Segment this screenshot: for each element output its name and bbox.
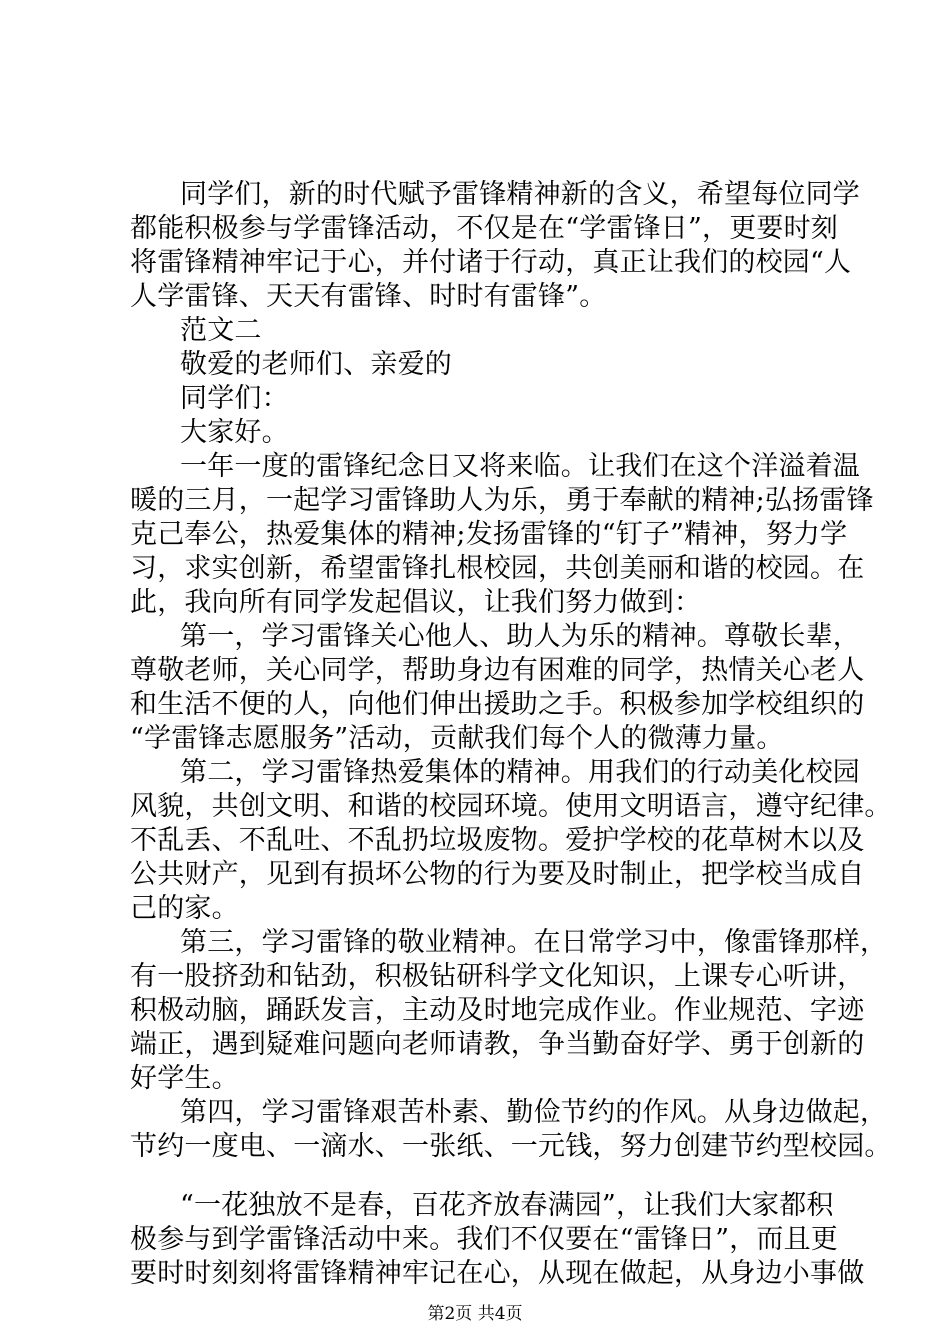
body-line: 公共财产，见到有损坏公物的行为要及时制止，把学校当成自	[130, 859, 865, 890]
body-line: 好学生。	[130, 1063, 239, 1094]
body-line: 第一，学习雷锋关心他人、助人为乐的精神。尊敬长辈，	[180, 621, 860, 652]
body-line: 同学们，新的时代赋予雷锋精神新的含义，希望每位同学	[180, 179, 860, 210]
body-line: 将雷锋精神牢记于心，并付诸于行动，真正让我们的校园“人	[130, 247, 852, 278]
page-footer: 第2页 共4页	[427, 1304, 523, 1324]
body-line: 第三，学习雷锋的敬业精神。在日常学习中，像雷锋那样，	[180, 927, 888, 958]
body-line: 第二，学习雷锋热爱集体的精神。用我们的行动美化校园	[180, 757, 860, 788]
section-heading: 范文二	[180, 315, 262, 346]
body-line: “一花独放不是春，百花齐放春满园”，让我们大家都积	[180, 1190, 834, 1221]
body-line: 和生活不便的人，向他们伸出援助之手。积极参加学校组织的	[130, 689, 865, 720]
body-line: 人学雷锋、天天有雷锋、时时有雷锋”。	[130, 281, 607, 312]
body-line: 此，我向所有同学发起倡议，让我们努力做到：	[130, 587, 702, 618]
body-line: 第四，学习雷锋艰苦朴素、勤俭节约的作风。从身边做起，	[180, 1097, 888, 1128]
body-line: 极参与到学雷锋活动中来。我们不仅要在“雷锋日”，而且更	[130, 1224, 839, 1255]
salutation-line: 同学们：	[180, 383, 289, 414]
body-line: 要时时刻刻将雷锋精神牢记在心，从现在做起，从身边小事做	[130, 1258, 865, 1289]
body-line: 暖的三月，一起学习雷锋助人为乐，勇于奉献的精神;弘扬雷锋	[130, 485, 874, 516]
body-line: 一年一度的雷锋纪念日又将来临。让我们在这个洋溢着温	[180, 451, 860, 482]
body-line: “学雷锋志愿服务”活动，贡献我们每个人的微薄力量。	[130, 723, 784, 754]
body-line: 习，求实创新，希望雷锋扎根校园，共创美丽和谐的校园。在	[130, 553, 865, 584]
body-line: 不乱丢、不乱吐、不乱扔垃圾废物。爱护学校的花草树木以及	[130, 825, 865, 856]
body-line: 有一股挤劲和钻劲，积极钻研科学文化知识，上课专心听讲，	[130, 961, 865, 992]
body-line: 风貌，共创文明、和谐的校园环境。使用文明语言，遵守纪律。	[130, 791, 892, 822]
salutation-line: 敬爱的老师们、亲爱的	[180, 349, 452, 380]
body-line: 尊敬老师，关心同学，帮助身边有困难的同学，热情关心老人	[130, 655, 865, 686]
body-line: 都能积极参与学雷锋活动，不仅是在“学雷锋日”，更要时刻	[130, 213, 839, 244]
body-line: 端正，遇到疑难问题向老师请教，争当勤奋好学、勇于创新的	[130, 1029, 865, 1060]
body-line: 克己奉公，热爱集体的精神;发扬雷锋的“钉子”精神，努力学	[130, 519, 848, 550]
greeting-line: 大家好。	[180, 417, 289, 448]
body-line: 己的家。	[130, 893, 239, 924]
body-line: 积极动脑，踊跃发言，主动及时地完成作业。作业规范、字迹	[130, 995, 865, 1026]
body-line: 节约一度电、一滴水、一张纸、一元钱，努力创建节约型校园。	[130, 1131, 892, 1162]
